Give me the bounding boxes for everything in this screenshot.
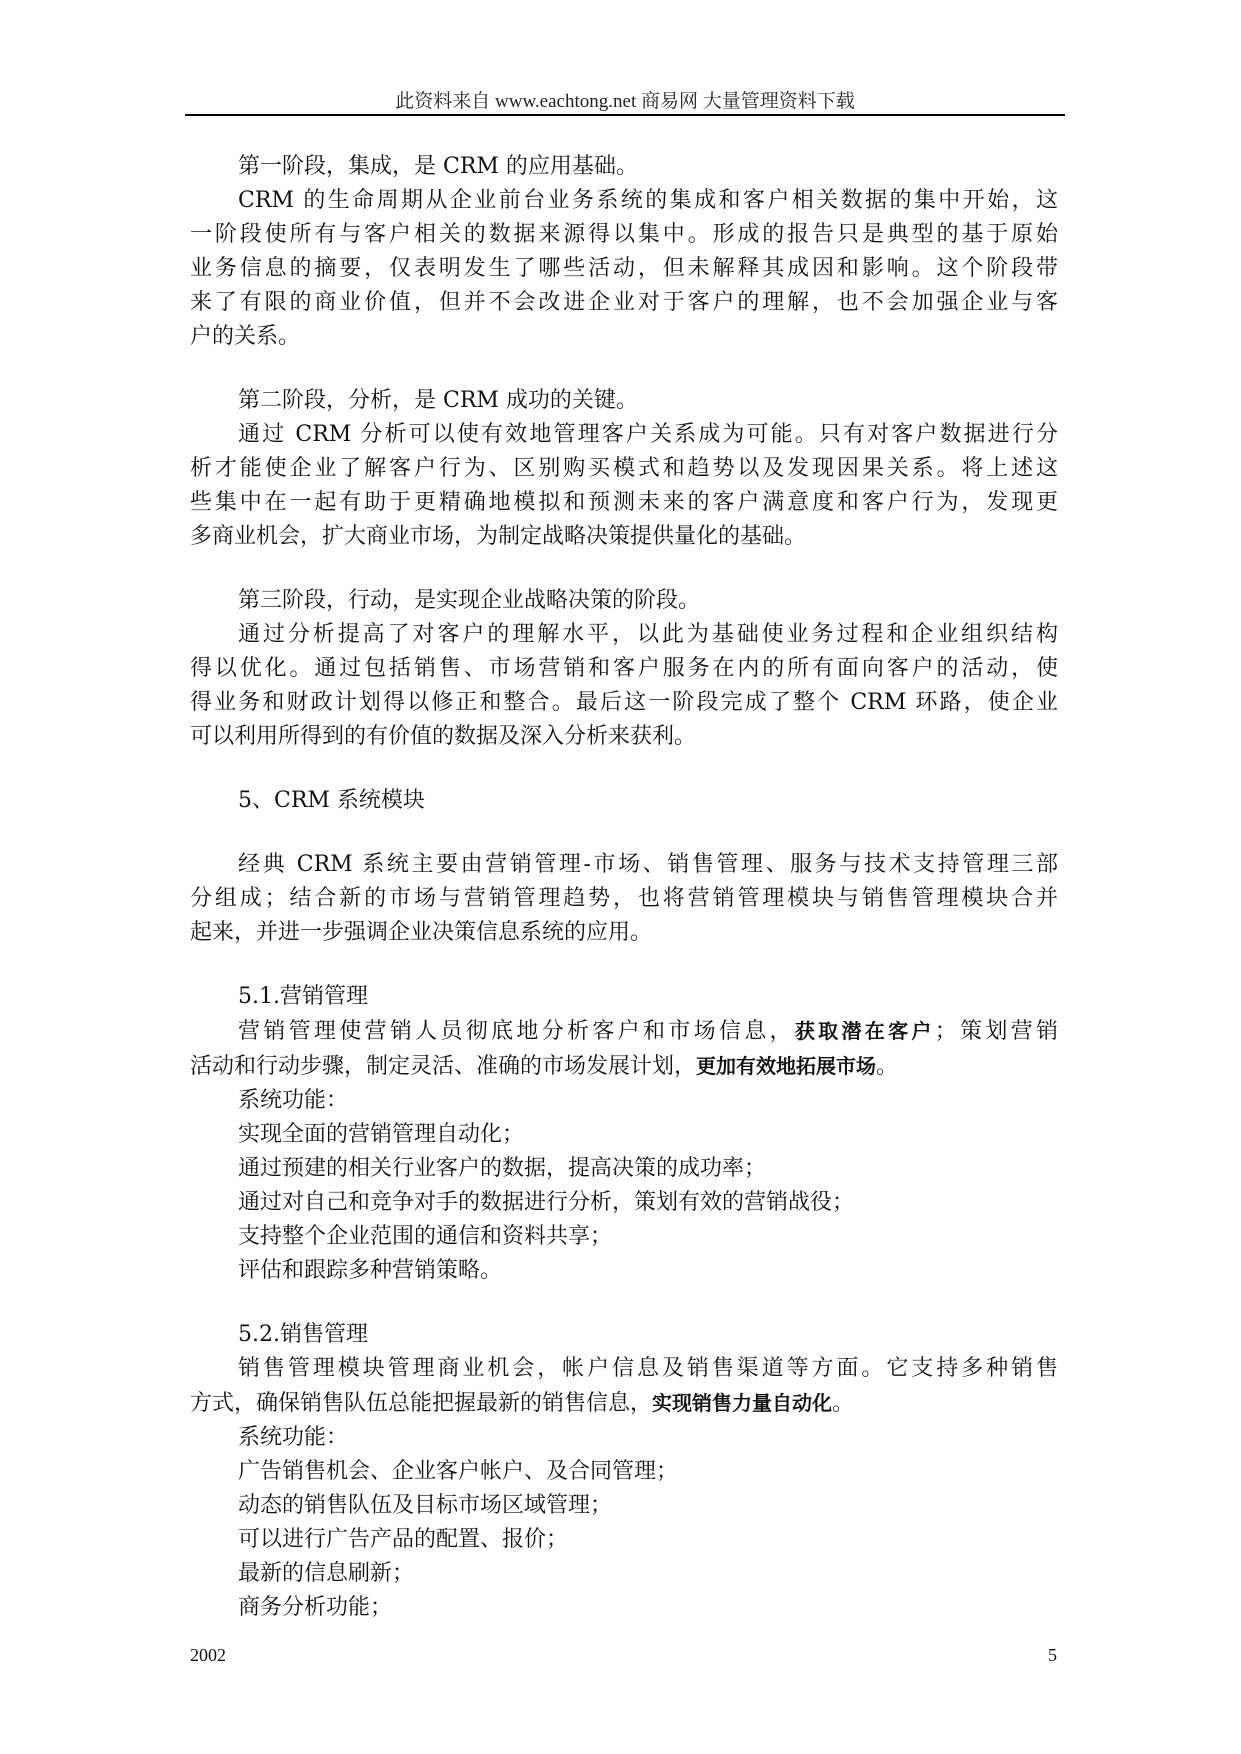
text-run: 方式，确保销售队伍总能把握最新的销售信息， — [190, 1391, 653, 1416]
paragraph-line: 业务信息的摘要，仅表明发生了哪些活动，但未解释其成因和影响。这个阶段带 — [190, 256, 1058, 281]
text-run: 。 — [832, 1391, 855, 1416]
section-title: 第二阶段，分析，是 CRM 成功的关键。 — [238, 388, 638, 413]
paragraph-line — [190, 1049, 1058, 1084]
paragraph-line — [190, 1386, 1058, 1421]
list-item: 评估和跟踪多种营销策略。 — [238, 1258, 503, 1283]
paragraph-line: 销售管理模块管理商业机会，帐户信息及销售渠道等方面。它支持多种销售 — [238, 1356, 1058, 1381]
list-item: 动态的销售队伍及目标市场区域管理； — [238, 1493, 613, 1518]
list-item: 商务分析功能； — [238, 1595, 393, 1620]
paragraph-line: 经典 CRM 系统主要由营销管理-市场、销售管理、服务与技术支持管理三部 — [238, 852, 1058, 877]
page-header: 此资料来自 www.eachtong.net 商易网 大量管理资料下载 — [395, 91, 855, 112]
section-title: 第一阶段，集成，是 CRM 的应用基础。 — [238, 154, 638, 179]
paragraph-line: 通过 CRM 分析可以使有效地管理客户关系成为可能。只有对客户数据进行分 — [238, 422, 1058, 447]
paragraph-line: 通过分析提高了对客户的理解水平，以此为基础使业务过程和企业组织结构 — [238, 622, 1058, 647]
paragraph-line: 户的关系。 — [190, 324, 301, 349]
page-number: 5 — [1048, 1645, 1057, 1665]
text-run: 。 — [876, 1054, 899, 1079]
emphasis-text: 更加有效地拓展市场 — [696, 1054, 877, 1078]
list-item: 可以进行广告产品的配置、报价； — [238, 1527, 569, 1552]
paragraph-line: 得以优化。通过包括销售、市场营销和客户服务在内的所有面向客户的活动，使 — [190, 656, 1058, 681]
document-body — [190, 150, 1058, 1625]
paragraph-line: 些集中在一起有助于更精确地模拟和预测未来的客户满意度和客户行为，发现更 — [190, 490, 1058, 515]
header-rule — [185, 114, 1065, 116]
text-run: 营销管理使营销人员彻底地分析客户和市场信息， — [238, 1019, 795, 1044]
list-item: 通过对自己和竞争对手的数据进行分析，策划有效的营销战役； — [238, 1190, 855, 1215]
paragraph-line: CRM 的生命周期从企业前台业务系统的集成和客户相关数据的集中开始，这 — [238, 188, 1058, 213]
list-label: 系统功能： — [238, 1425, 349, 1450]
list-item: 通过预建的相关行业客户的数据，提高决策的成功率； — [238, 1156, 767, 1181]
list-label: 系统功能： — [238, 1088, 349, 1113]
paragraph-line: 析才能使企业了解客户行为、区别购买模式和趋势以及发现因果关系。将上述这 — [190, 456, 1058, 481]
subsection-heading: 5.2.销售管理 — [238, 1322, 368, 1347]
paragraph-line: 起来，并进一步强调企业决策信息系统的应用。 — [190, 920, 653, 945]
paragraph-line — [190, 1014, 1058, 1049]
subsection-heading: 5.1.营销管理 — [238, 984, 368, 1009]
list-item: 最新的信息刷新； — [238, 1561, 415, 1586]
text-run: ；策划营销 — [934, 1019, 1058, 1044]
list-item: 支持整个企业范围的通信和资料共享； — [238, 1224, 613, 1249]
section-heading: 5、CRM 系统模块 — [238, 788, 425, 813]
paragraph-line: 分组成；结合新的市场与营销管理趋势，也将营销管理模块与销售管理模块合并 — [190, 886, 1058, 911]
paragraph-line: 多商业机会，扩大商业市场，为制定战略决策提供量化的基础。 — [190, 524, 807, 549]
paragraph-line: 一阶段使所有与客户相关的数据来源得以集中。形成的报告只是典型的基于原始 — [190, 222, 1058, 247]
list-item: 广告销售机会、企业客户帐户、及合同管理； — [238, 1459, 679, 1484]
section-title: 第三阶段，行动，是实现企业战略决策的阶段。 — [238, 588, 701, 613]
list-item: 实现全面的营销管理自动化； — [238, 1122, 525, 1147]
paragraph-line: 可以利用所得到的有价值的数据及深入分析来获利。 — [190, 724, 697, 749]
footer-year: 2002 — [190, 1645, 226, 1665]
paragraph-line: 得业务和财政计划得以修正和整合。最后这一阶段完成了整个 CRM 环路，使企业 — [190, 690, 1058, 715]
emphasis-text: 获取潜在客户 — [794, 1019, 935, 1043]
paragraph-line: 来了有限的商业价值，但并不会改进企业对于客户的理解，也不会加强企业与客 — [190, 290, 1058, 315]
emphasis-text: 实现销售力量自动化 — [652, 1391, 833, 1415]
text-run: 活动和行动步骤，制定灵活、准确的市场发展计划， — [190, 1054, 697, 1079]
